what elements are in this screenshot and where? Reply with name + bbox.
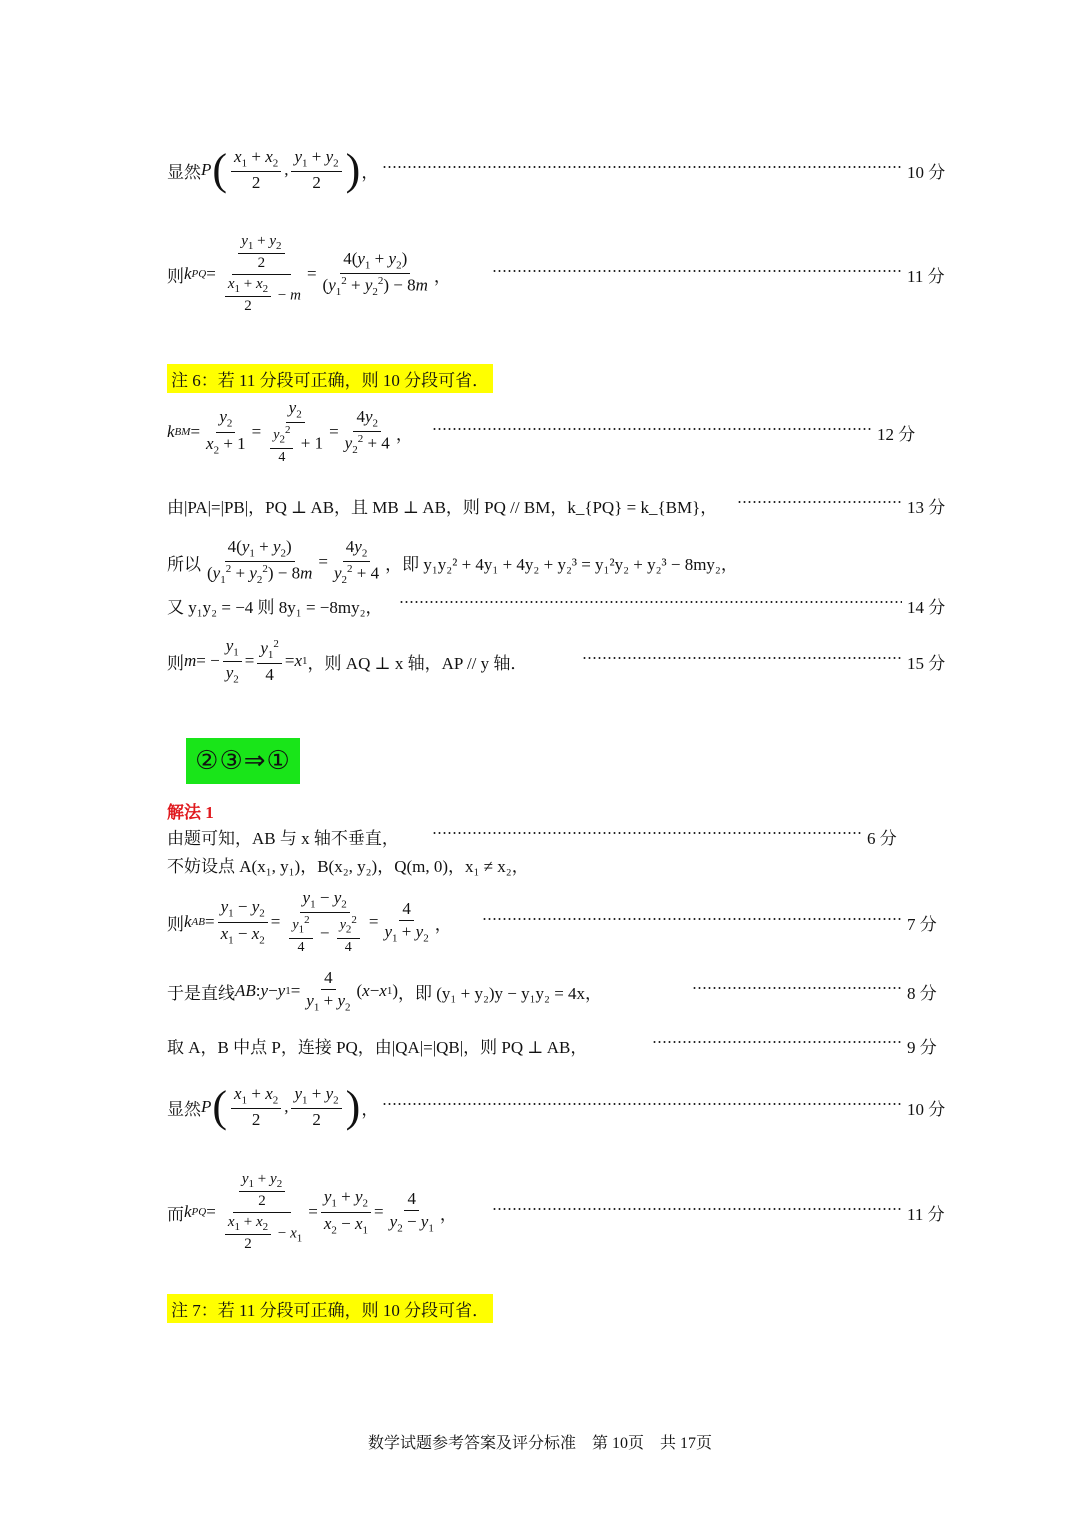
step-13-parallel: 由|PA|=|PB|，PQ ⊥ AB，且 MB ⊥ AB，则 PQ // BM，k_{PQ} = k_{BM}， 13 分	[167, 481, 954, 529]
step-equation: 所以 $\frac{4(y_1 + y_2)}{(y_1^2 + y_2^2) - 8m}$ = $\frac{4y_2}{y_2^2 + 4}$ ，即 y₁y₂² + 4y₁ + 4y₂ + y₂³ = y₁²y₂ + y₂³ − 8my₂，	[167, 537, 738, 587]
score-label: 10 分	[907, 1100, 946, 1119]
leader-dots	[652, 1041, 902, 1043]
page-footer: 数学试题参考答案及评分标准 第 10页 共 17页	[367, 1435, 712, 1452]
score-label: 11 分	[907, 1205, 945, 1224]
leader-dots	[382, 1103, 902, 1105]
m1-step-6: 由题可知，AB 与 x 轴不垂直， 6 分	[167, 812, 954, 860]
step-12-kbm: k BM = $\frac{y_2}{x_2 + 1}$ = $y_2$ $\frac{y_2^2}{4}$ + 1 = $\frac{4y_2}{y_2^2 + 4}$ ， 12 分	[167, 398, 916, 465]
method-heading: 解法 1	[167, 803, 214, 822]
score-label: 8 分	[907, 984, 937, 1003]
m1-step-8: 于是直线 AB : y − y 1 = $\frac{4}{y_1 + y_2}$ ( x − x 1 ) ，即 (y₁ + y₂)y − y₁y₂ = 4x， 8 分	[167, 968, 937, 1014]
score-label: 10 分	[907, 163, 946, 182]
m1-step-7: 则 k AB = $\frac{y_1 - y_2}{x_1 - x_2}$ = $y_1 - y_2$ $\frac{y_1^2}{4}$ − $\frac{y_2^2}{4}$ = $\frac{4}{y_1 + y_2}$ ， 7 分	[167, 888, 937, 955]
leader-dots	[582, 657, 902, 659]
score-label: 11 分	[907, 267, 945, 286]
m1-assume: 不妨设点 A(x₁, y₁)，B(x₂, y₂)，Q(m, 0)，x₁ ≠ x₂，	[167, 856, 529, 876]
score-label: 12 分	[877, 425, 916, 444]
score-label: 13 分	[907, 498, 946, 517]
score-label: 6 分	[867, 829, 897, 848]
note-6: 注 6：若 11 分段可正确，则 10 分段可省．	[167, 364, 493, 393]
score-label: 7 分	[907, 915, 937, 934]
line-prefix: 显然	[167, 162, 201, 182]
leader-dots	[692, 987, 902, 989]
note-7: 注 7：若 11 分段可正确，则 10 分段可省．	[167, 1294, 493, 1323]
leader-dots	[382, 166, 902, 168]
leader-dots	[399, 601, 902, 603]
step-10-midpoint: 显然 P ( $\frac{x_1 + x_2}{2}$ , $\frac{y_1 + y_2}{2}$ ) ， 10 分	[167, 145, 946, 194]
leader-dots	[492, 270, 902, 272]
step-15: 则 m = − $\frac{y_1}{y_2}$ = $\frac{y_1^2}{4}$ = x 1 ，则 AQ ⊥ x 轴，AP // y 轴． 15 分	[167, 636, 946, 685]
line-prefix: 则	[167, 266, 184, 286]
score-label: 14 分	[907, 598, 946, 617]
leader-dots	[492, 1208, 902, 1210]
step-14: 又 y₁y₂ = −4 则 8y₁ = −8my₂， 14 分	[167, 581, 954, 629]
score-label: 15 分	[907, 654, 946, 673]
leader-dots	[482, 918, 902, 920]
m1-step-10: 显然 P ( $\frac{x_1 + x_2}{2}$ , $\frac{y_1 + y_2}{2}$ ) ， 10 分	[167, 1082, 946, 1131]
score-label: 9 分	[907, 1038, 937, 1057]
leader-dots	[432, 428, 872, 430]
step-11-slope: 则 k PQ = $\frac{y_1 + y_2}{2}$ $\frac{x_1 + x_2}{2}$ − m = $\frac{4(y_1 + y_2)}{(y_1^2 + y_2^2) - 8m}$ ， 11 分	[167, 232, 945, 315]
leader-dots	[432, 832, 862, 834]
leader-dots	[737, 501, 902, 503]
m1-step-11: 而 k PQ = $\frac{y_1 + y_2}{2}$ $\frac{x_1 + x_2}{2}$ − $x_1$ = $\frac{y_1 + y_2}{x_2 - x_1}$ = $\frac{4}{y_2 - y_1}$ ， 11 分	[167, 1170, 945, 1253]
section-tag: ②③⇒①	[186, 738, 300, 784]
m1-step-9: 取 A，B 中点 P，连接 PQ，由|QA|=|QB|，则 PQ ⊥ AB， 9 分	[167, 1021, 954, 1069]
